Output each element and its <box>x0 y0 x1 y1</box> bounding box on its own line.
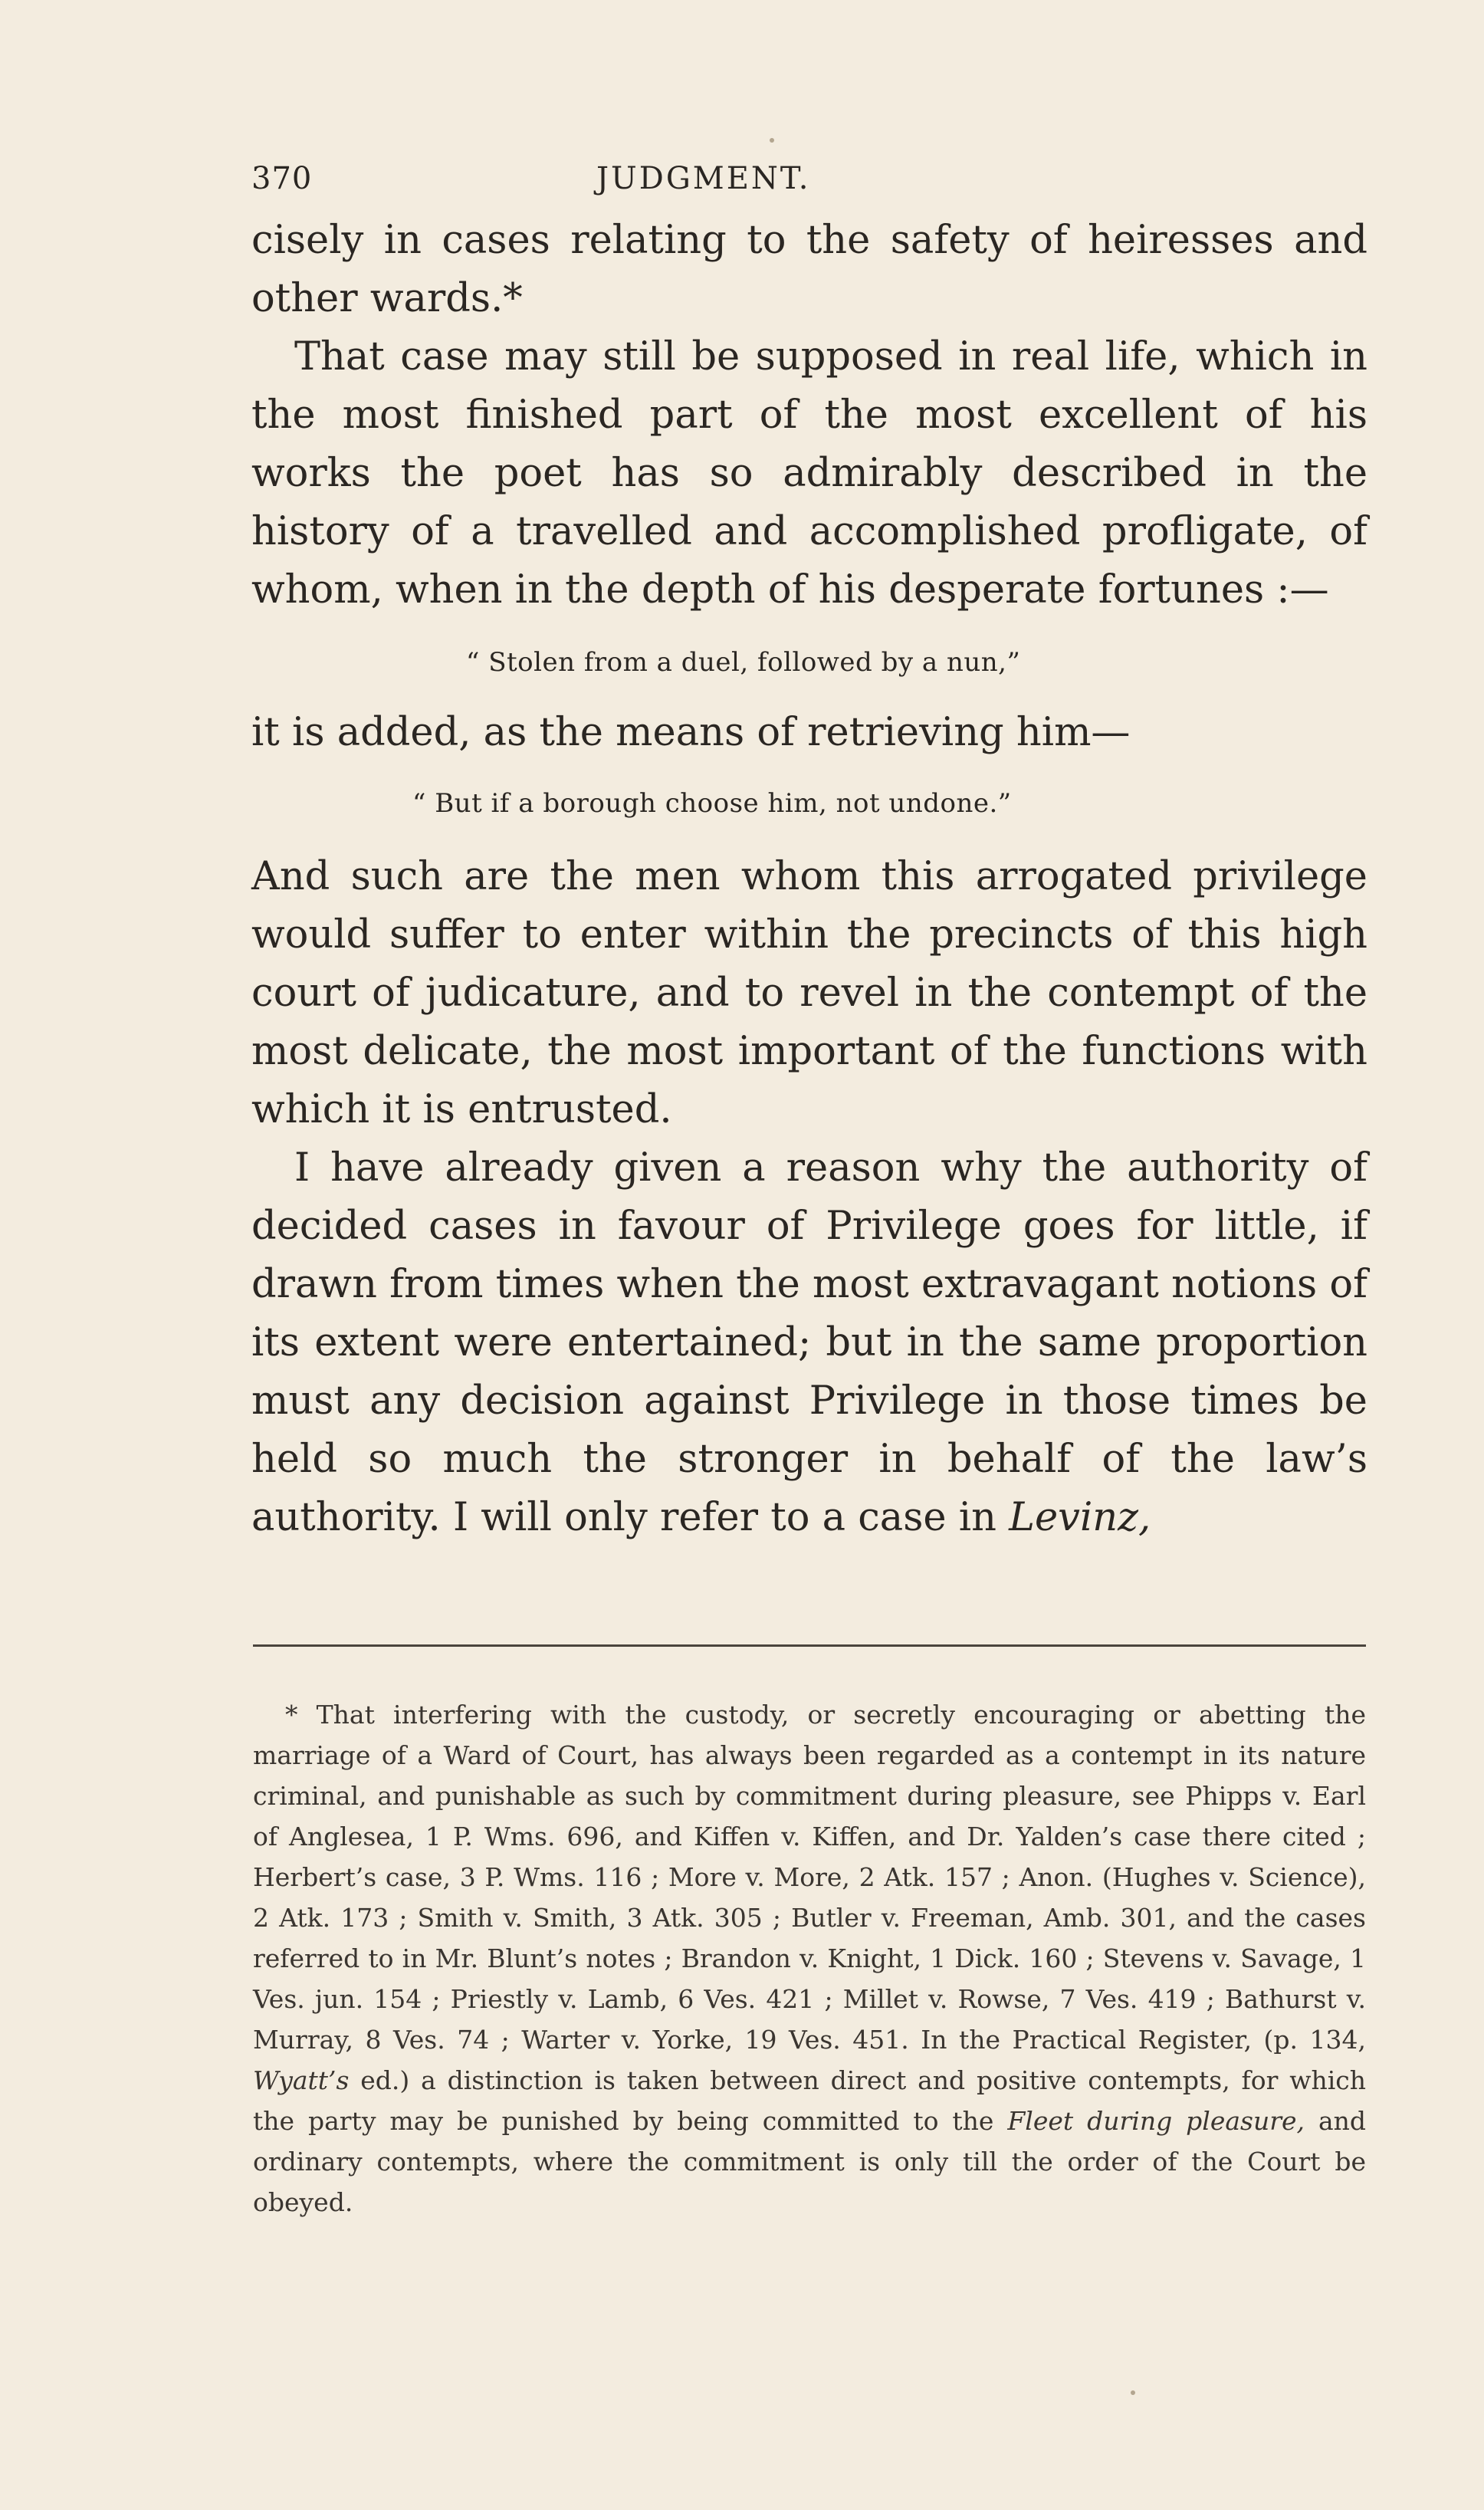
paragraph-authority-text: I have already given a reason why the authority of decided cases in favour of Privilege goes for little, if drawn from times when the most extravagant notions of its extent were entertained; but in the same proportion must any decision against Privilege in those times be held so much the stronger in behalf of the law’s authority. I will only refer to a case in <box>251 1145 1367 1540</box>
paragraph-authority <box>251 1139 1367 1547</box>
paragraph-retrieving: it is added, as the means of retrieving him— <box>251 710 1131 755</box>
paragraph-continuation: cisely in cases relating to the safety of heiresses and other wards.* <box>251 218 1367 321</box>
footnote <box>253 1694 1366 2223</box>
main-text <box>251 146 1367 1547</box>
running-title: JUDGMENT. <box>596 161 811 196</box>
footnote-rule <box>253 1644 1366 1647</box>
footnote-italic-fleet: Fleet during pleasure, <box>1007 2106 1305 2136</box>
paragraph-privilege: And such are the men whom this arrogated privilege would suffer to enter within the precincts of this high court of judicature, and to revel in the contempt of the most delicate, the most important of the functions with which it is entrusted. <box>251 854 1367 1132</box>
footnote-italic-wyatts: Wyatt’s <box>253 2065 350 2095</box>
page-number: 370 <box>251 161 313 196</box>
paper-fleck <box>770 138 774 143</box>
footnote-text-3: and ordinary contempts, where the commitment is only till the order of the Court be obeyed. <box>253 2106 1367 2217</box>
paper-fleck <box>1131 2390 1135 2395</box>
verse-quote-borough: “ But if a borough choose him, not undone.” <box>412 788 1012 819</box>
paragraph-poet: That case may still be supposed in real life, which in the most finished part of the most excellent of his works the poet has so admirably described in the history of a travelled and accomplished profligate, of whom, when in the depth of his desperate fortunes :— <box>251 334 1367 613</box>
running-head <box>251 146 1367 212</box>
footnote-text-2: ed.) a distinction is taken between direct and positive contempts, for which the party may be punished by being committed to the <box>253 2065 1366 2136</box>
levinz-italic: Levinz, <box>1009 1495 1151 1540</box>
verse-quote-duel: “ Stolen from a duel, followed by a nun,” <box>466 647 1021 678</box>
footnote-text-1: * That interfering with the custody, or secretly encouraging or abetting the marriage of a Ward of Court, has always been regarded as a contempt in its nature criminal, and punishable as such by commitment during pleasure, see Phipps v. Earl of Anglesea, 1 P. Wms. 696, and Kiffen v. Kiffen, and Dr. Yalden’s case there cited ; Herbert’s case, 3 P. Wms. 116 ; More v. More, 2 Atk. 157 ; Anon. (Hughes v. Science), 2 Atk. 173 ; Smith v. Smith, 3 Atk. 305 ; Butler v. Freeman, Amb. 301, and the cases referred to in Mr. Blunt’s notes ; Brandon v. Knight, 1 Dick. 160 ; Stevens v. Savage, 1 Ves. jun. 154 ; Priestly v. Lamb, 6 Ves. 421 ; Millet v. Rowse, 7 Ves. 419 ; Bathurst v. Murray, 8 Ves. 74 ; Warter v. Yorke, 19 Ves. 451. In the Practical Register, (p. 134, <box>253 1700 1366 2055</box>
